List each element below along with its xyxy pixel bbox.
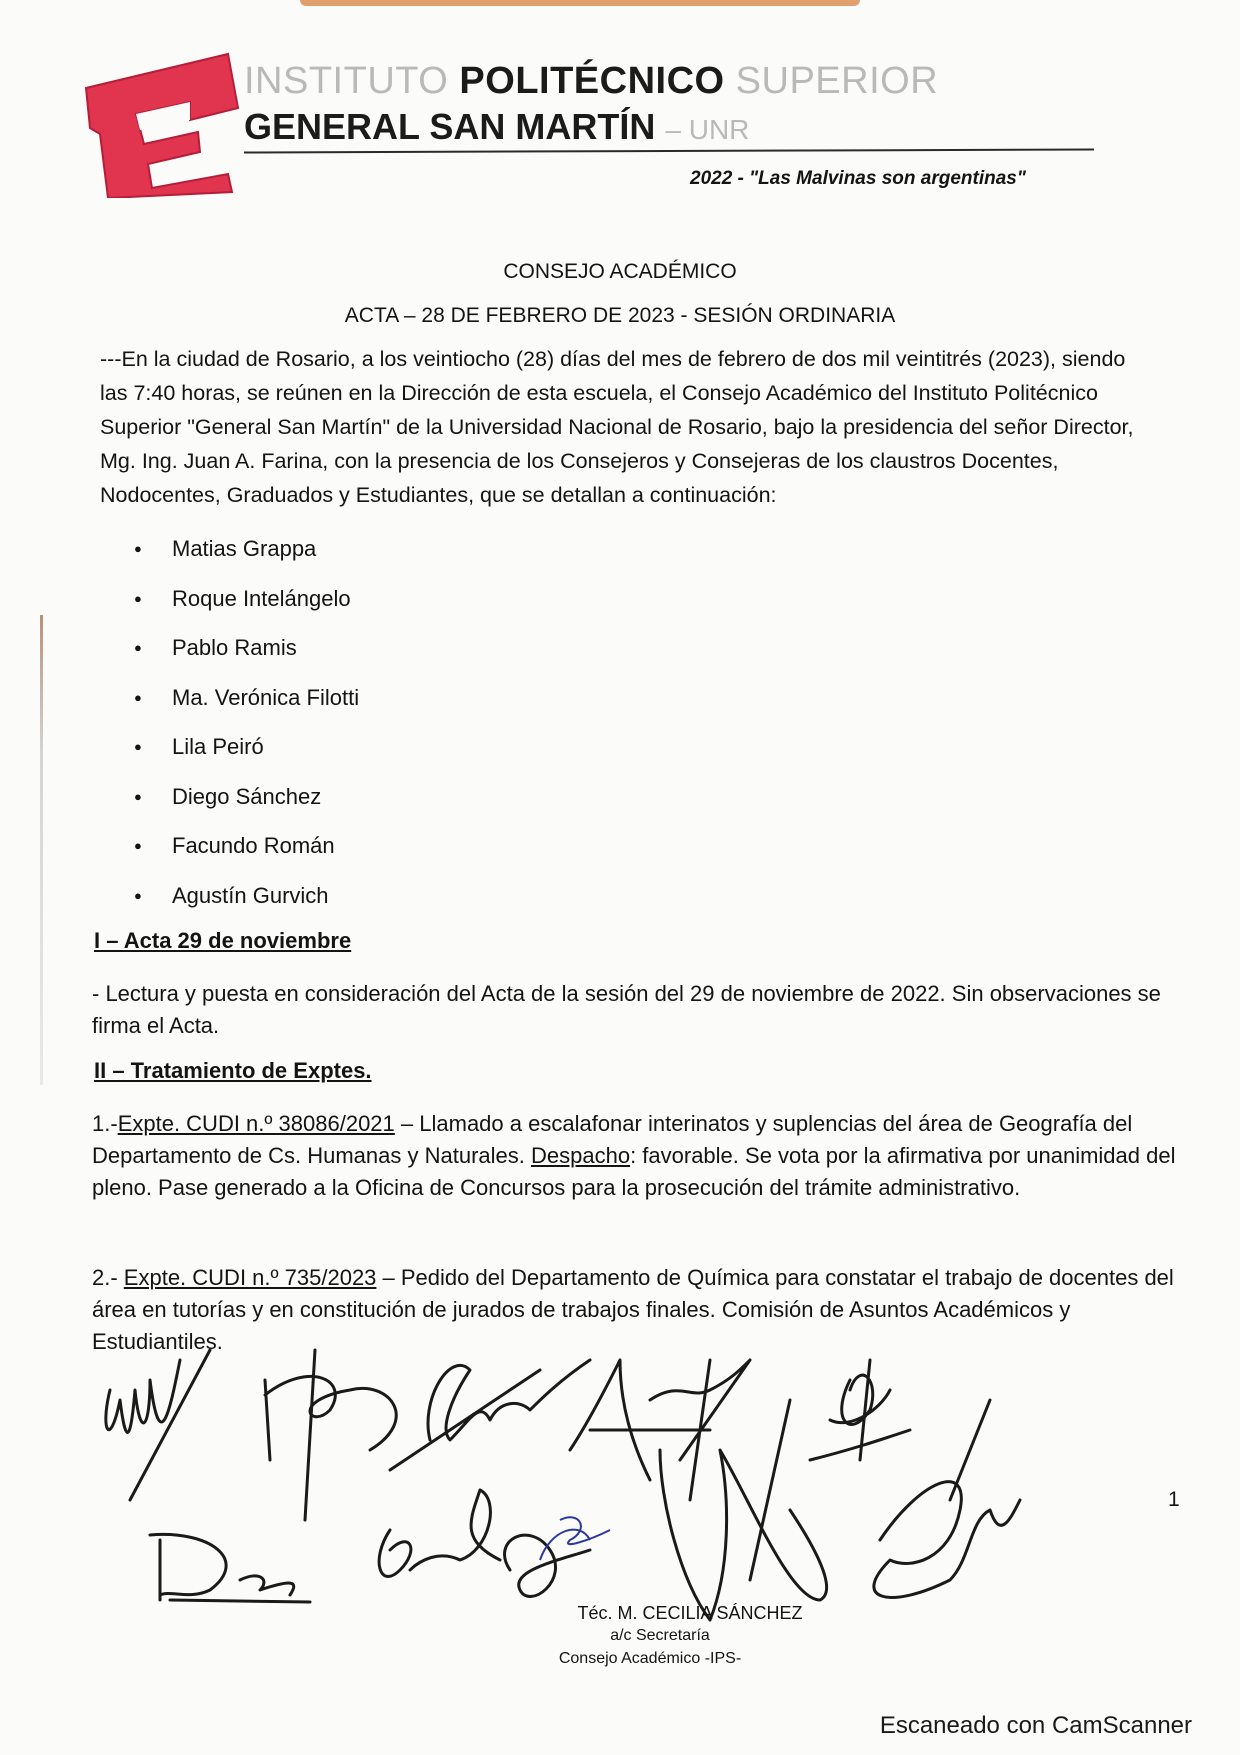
acta-title: ACTA – 28 DE FEBRERO DE 2023 - SESIÓN ORDINARIA (344, 304, 896, 327)
signature-1 (106, 1350, 210, 1500)
signature-7 (379, 1490, 500, 1576)
institution-word-instituto: INSTITUTO (244, 60, 449, 102)
member-item: ● Facundo Román (130, 831, 359, 881)
header-divider (244, 149, 1094, 154)
item-1-paragraph (92, 1108, 1182, 1204)
member-item: ● Ma. Verónica Filotti (130, 683, 359, 733)
header-motto: 2022 - "Las Malvinas son argentinas" (690, 168, 1026, 189)
stamp-name: Téc. M. CECILIA SÁNCHEZ (577, 1603, 803, 1623)
signature-5 (810, 1360, 910, 1460)
item-1-despacho: Despacho (530, 1143, 631, 1168)
institution-word-unr: – UNR (665, 114, 750, 145)
institution-word-superior: SUPERIOR (735, 60, 939, 102)
page-number: 1 (1168, 1488, 1180, 1511)
signature-9 (660, 1400, 827, 1620)
member-item: ● Pablo Ramis (130, 633, 359, 683)
institution-word-general-san-martin: GENERAL SAN MARTÍN (244, 106, 656, 147)
section-1-text: - Lectura y puesta en consideración del Acta de la sesión del 29 de noviembre de 2022. Sin observaciones se firma el Acta. (92, 981, 1161, 1038)
item-2-number: 2.- (92, 1265, 124, 1290)
item-1-number: 1.- (92, 1111, 118, 1136)
item-2-text: – Pedido del Departamento de Química para constatar el trabajo de docentes del área en tutorías y en constitución de jurados de trabajos finales. Comisión de Asuntos Académicos y Estudiantiles. (92, 1265, 1174, 1354)
item-1-expte: Expte. CUDI n.º 38086/2021 (117, 1111, 395, 1136)
institution-name-line-1 (244, 60, 938, 103)
intro-paragraph: ---En la ciudad de Rosario, a los veintiocho (28) días del mes de febrero de dos mil veintitrés (2023), siendo las 7:40 horas, se reúnen en la Dirección de esta escuela, el Consejo Académico del Instituto Politécnico Superior "General San Martín" de la Universidad Nacional de Rosario, bajo la presidencia del señor Director, Mg. Ing. Juan A. Farina, con la presencia de los Consejeros y Consejeras de los claustros Docentes, Nodocentes, Graduados y Estudiantes, que se detallan a continuación: (100, 347, 1134, 507)
top-edge-mark (300, 0, 860, 6)
institution-name-line-2 (244, 106, 749, 148)
stamp-role: a/c Secretaría (610, 1627, 710, 1644)
institution-logo (78, 48, 248, 198)
scanner-watermark: Escaneado con CamScanner (879, 1712, 1192, 1739)
item-1-text-a: – Llamado a escalafonar interinatos y suplencias del área de Geografía del Departamento de Cs. Humanas y Naturales. (92, 1111, 1133, 1168)
member-item: ● Agustín Gurvich (130, 881, 359, 931)
signature-3 (390, 1360, 590, 1470)
section-1-title: I – Acta 29 de noviembre (94, 928, 352, 953)
council-heading: CONSEJO ACADÉMICO (503, 260, 737, 283)
item-2-expte: Expte. CUDI n.º 735/2023 (123, 1265, 377, 1290)
member-item: ● Roque Intelángelo (130, 584, 359, 634)
institution-word-politecnico: POLITÉCNICO (459, 60, 725, 102)
member-item: ● Lila Peiró (130, 732, 359, 782)
signature-10 (874, 1400, 1020, 1597)
margin-mark (40, 615, 43, 1085)
signature-6 (150, 1534, 310, 1602)
members-list (130, 534, 359, 930)
section-2-title: II – Tratamiento de Exptes. (94, 1058, 372, 1083)
member-item: ● Diego Sánchez (130, 782, 359, 832)
signature-2 (265, 1350, 396, 1520)
stamp-body: Consejo Académico -IPS- (558, 1650, 742, 1667)
member-item: ● Matias Grappa (130, 534, 359, 584)
item-1-text-b: : favorable. Se vota por la afirmativa por unanimidad del pleno. Pase generado a la Oficina de Concursos para la prosecución del trámite administrativo. (92, 1143, 1176, 1200)
